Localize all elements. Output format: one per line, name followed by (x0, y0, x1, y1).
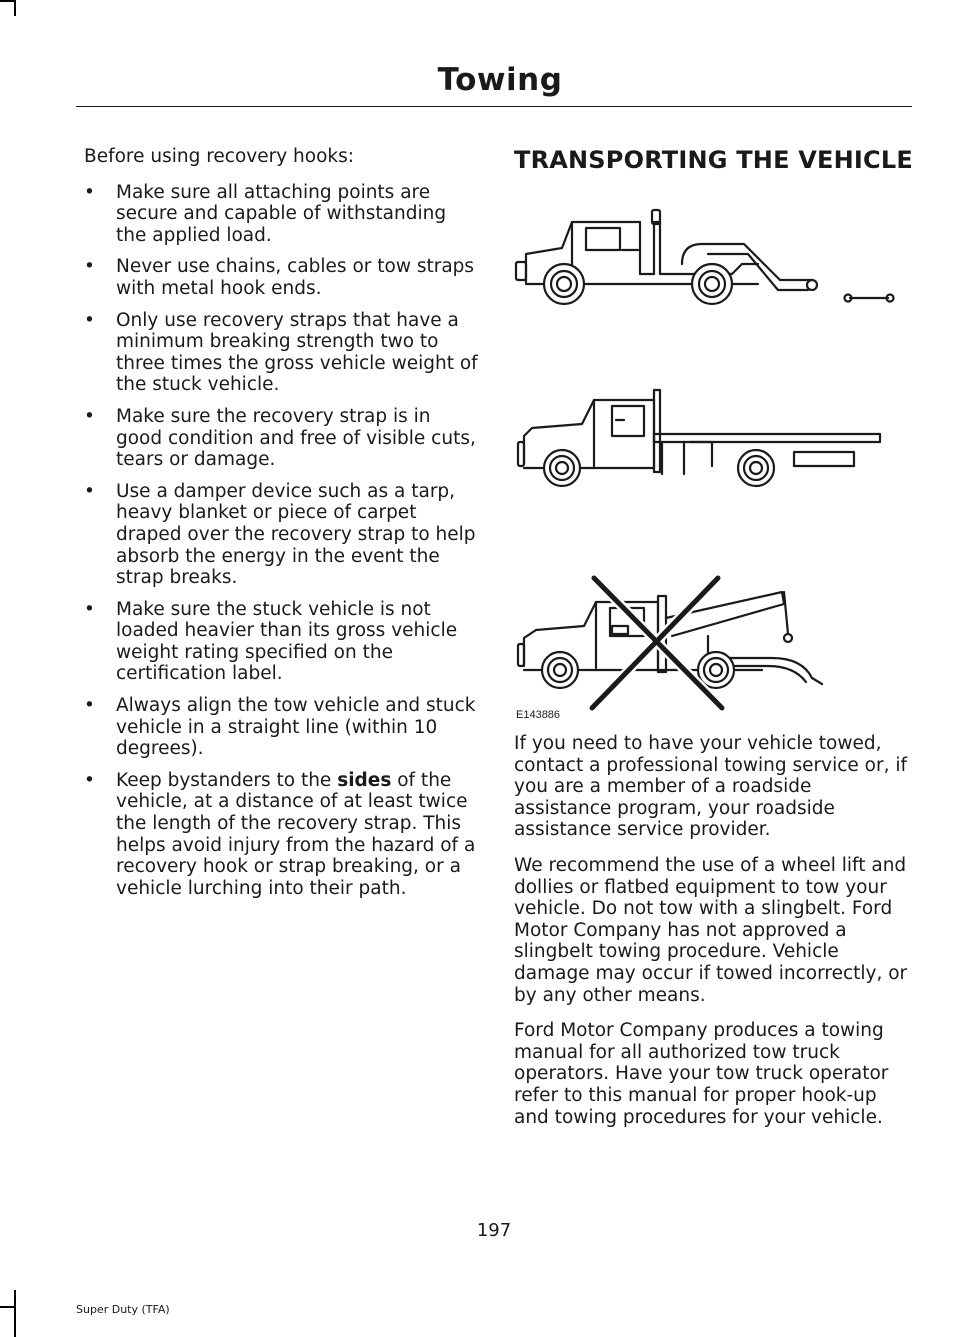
figure-code: E143886 (516, 709, 561, 720)
crop-mark (0, 0, 14, 2)
list-item-text: Make sure the recovery strap is in good condition and free of visible cuts, tears or damage. (116, 405, 476, 471)
section-title: TRANSPORTING THE VEHICLE (514, 146, 913, 174)
list-item-text: Keep bystanders to the sides of the vehicle, at a distance of at least twice the length of the recovery strap. This helps avoid injury from the hazard of a recovery hook or strap breaking, or a vehicle lurching into their path. (116, 769, 476, 899)
page-title: Towing (437, 62, 563, 98)
paragraph: If you need to have your vehicle towed, contact a professional towing service or, if you are a member of a roadside assistance program, your roadside assistance service provider. (514, 733, 907, 841)
paragraph: Ford Motor Company produces a towing manual for all authorized tow truck operators. Have your tow truck operator refer to this manual for proper hook-up and towing procedures for your vehicle. (514, 1020, 889, 1128)
list-item-text: Use a damper device such as a tarp, heavy blanket or piece of carpet draped over the recovery strap to help absorb the energy in the event the strap breaks. (116, 480, 476, 589)
list-item-text: Never use chains, cables or tow straps with metal hook ends. (116, 256, 475, 299)
list-item: • Keep bystanders to the sides of the vehicle, at a distance of at least twice the length of the recovery strap. This helps avoid injury from the hazard of a recovery hook or strap breaking, or a vehicle lurching into their path. (84, 769, 476, 899)
right-column-text (514, 733, 910, 1142)
flatbed-truck-icon (518, 390, 880, 486)
paragraph: We recommend the use of a wheel lift and dollies or flatbed equipment to tow your vehicle. Do not tow with a slingbelt. Ford Motor Company has not approved a slingbelt towing procedure. Vehicle damage may occur if towed incorrectly, or by any other means. (514, 854, 908, 1006)
left-column (84, 146, 480, 909)
crop-mark (14, 1290, 16, 1337)
slingbelt-truck-icon (518, 592, 822, 688)
list-item: • Make sure all attaching points are secure and capable of withstanding the applied load. (84, 181, 447, 246)
recovery-hook-list (84, 182, 480, 900)
list-item: • Always align the tow vehicle and stuck vehicle in a straight line (within 10 degrees). (84, 695, 476, 760)
list-item-text: Make sure the stuck vehicle is not loaded heavier than its gross vehicle weight rating specified on the certification label. (116, 598, 458, 685)
list-item: • Never use chains, cables or tow straps with metal hook ends. (84, 256, 475, 299)
crop-mark (14, 0, 16, 16)
list-item-text: Always align the tow vehicle and stuck vehicle in a straight line (within 10 degrees). (116, 695, 476, 760)
header-divider (76, 106, 912, 107)
list-item: • Use a damper device such as a tarp, heavy blanket or piece of carpet draped over the recovery strap to help absorb the energy in the event the strap breaks. (84, 480, 476, 589)
emphasis-sides: sides (337, 769, 392, 791)
page-number: 197 (476, 1220, 512, 1241)
wheel-lift-truck-icon (516, 210, 894, 304)
list-item: • Only use recovery straps that have a minimum breaking strength two to three times the gross vehicle weight of the stuck vehicle. (84, 309, 478, 396)
list-item: • Make sure the stuck vehicle is not loaded heavier than its gross vehicle weight rating specified on the certification label. (84, 598, 458, 685)
footer-model-label: Super Duty (TFA) (76, 1303, 170, 1316)
intro-text: Before using recovery hooks: (84, 146, 355, 167)
list-item-text: Only use recovery straps that have a minimum breaking strength two to three times the gross vehicle weight of the stuck vehicle. (116, 309, 478, 396)
list-item: • Make sure the recovery strap is in good condition and free of visible cuts, tears or damage. (84, 405, 476, 471)
list-item-text: Make sure all attaching points are secure and capable of withstanding the applied load. (116, 181, 447, 246)
tow-truck-illustration (512, 200, 912, 720)
crop-mark (0, 1306, 14, 1308)
